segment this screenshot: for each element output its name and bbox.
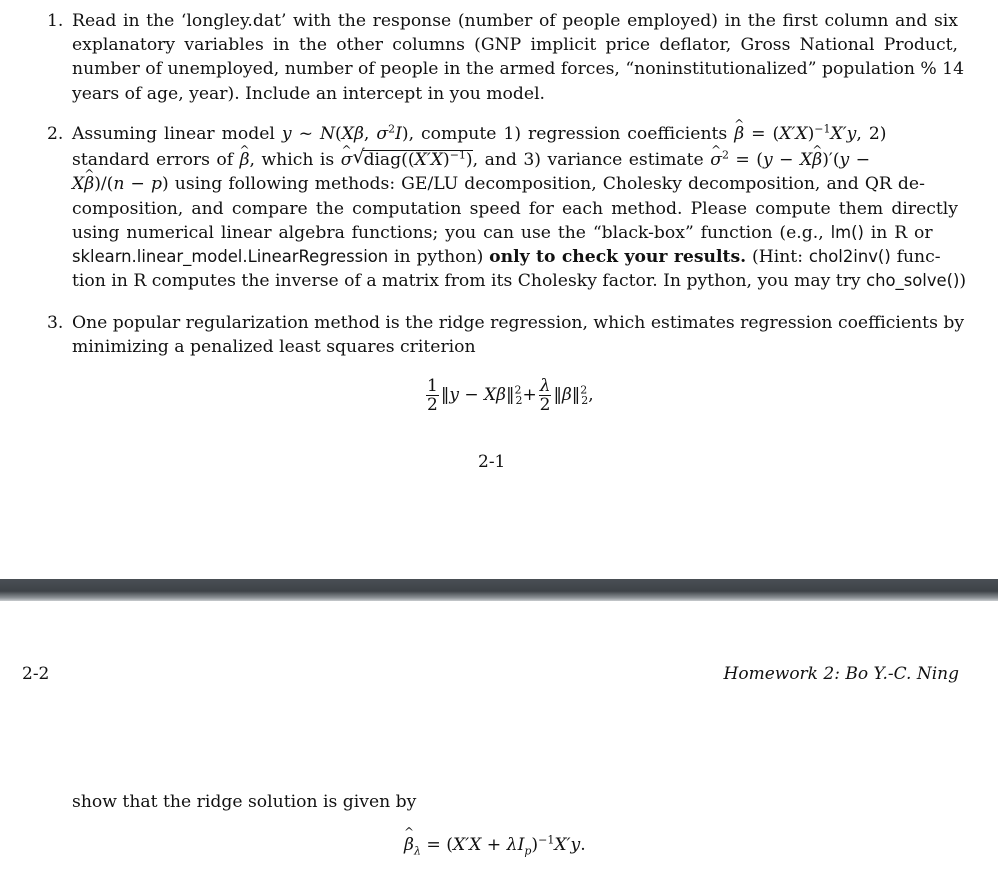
- text-line: tion in R computes the inverse of a matrix from its Cholesky factor. In python, you may try cho_solve()): [72, 271, 967, 292]
- page-number: 2-2: [22, 664, 50, 684]
- ridge-solution-equation: ^ $\beta_\lambda = (X'X + \lambda I_p)^{-1}X'y$.: [404, 835, 586, 855]
- text-line: minimizing a penalized least squares criterion: [72, 337, 476, 358]
- page-separator: [0, 579, 998, 601]
- text-line: composition, and compare the computation speed for each method. Please compute them directly: [72, 198, 958, 219]
- bold-note: only to check your results.: [489, 247, 747, 268]
- item-number: 2.: [47, 124, 64, 144]
- text-line: Assuming linear model y ~ N(Xβ, $\sigma^2I$), compute 1) regression coefficients ^ $\beta = (X'X)^{-1}X'y$, 2): [72, 122, 958, 146]
- list-item-3: [47, 311, 965, 359]
- code-sklearn: sklearn.linear_model.LinearRegression: [72, 247, 389, 267]
- text-line: using numerical linear algebra functions; you can use the “black-box” function (e.g., lm() in R or: [72, 222, 933, 243]
- text-line: number of unemployed, number of people in the armed forces, “noninstitutionalized” population % 14: [72, 59, 965, 80]
- item-number: 3.: [47, 313, 64, 333]
- text-line: X^ β)/(n − p) using following methods: GE/LU decomposition, Cholesky decomposition, and QR de-: [72, 172, 958, 196]
- list-item-2: [47, 122, 967, 293]
- item-number: 1.: [47, 11, 64, 31]
- code-cho-solve: cho_solve(): [866, 271, 960, 291]
- text-line: Read in the ‘longley.dat’ with the response (number of people employed) in the first column and six: [72, 11, 958, 31]
- text-line: One popular regularization method is the ridge regression, which estimates regression coefficients by: [72, 313, 965, 333]
- text-line: explanatory variables in the other columns (GNP implicit price deflator, Gross National Product,: [72, 35, 958, 56]
- text-line: standard errors of ^ β, which is ^ σ √ $diag((X'X)^{-1})$, and 3) variance estimate ^ $\sigma^2 = (y$ − X^ β)′(y −: [72, 148, 958, 172]
- code-lm: lm(): [830, 222, 864, 242]
- page-number: 2-1: [478, 452, 506, 472]
- list-item-1: [47, 9, 965, 106]
- text-line: sklearn.linear_model.LinearRegression in python) only to check your results. (Hint: chol2inv() func-: [72, 247, 941, 268]
- ridge-intro-text: show that the ridge solution is given by: [72, 792, 417, 812]
- code-chol2inv: chol2inv(): [808, 247, 891, 267]
- text-line: years of age, year). Include an intercept in you model.: [72, 83, 546, 104]
- penalized-criterion-equation: $\frac{1}{2}$ ‖y − Xβ‖$^2_2$+ $\frac{\lambda}{2}$ ‖β‖$^2_2$,: [427, 376, 594, 415]
- running-head: Homework 2: Bo Y.-C. Ning: [723, 664, 959, 684]
